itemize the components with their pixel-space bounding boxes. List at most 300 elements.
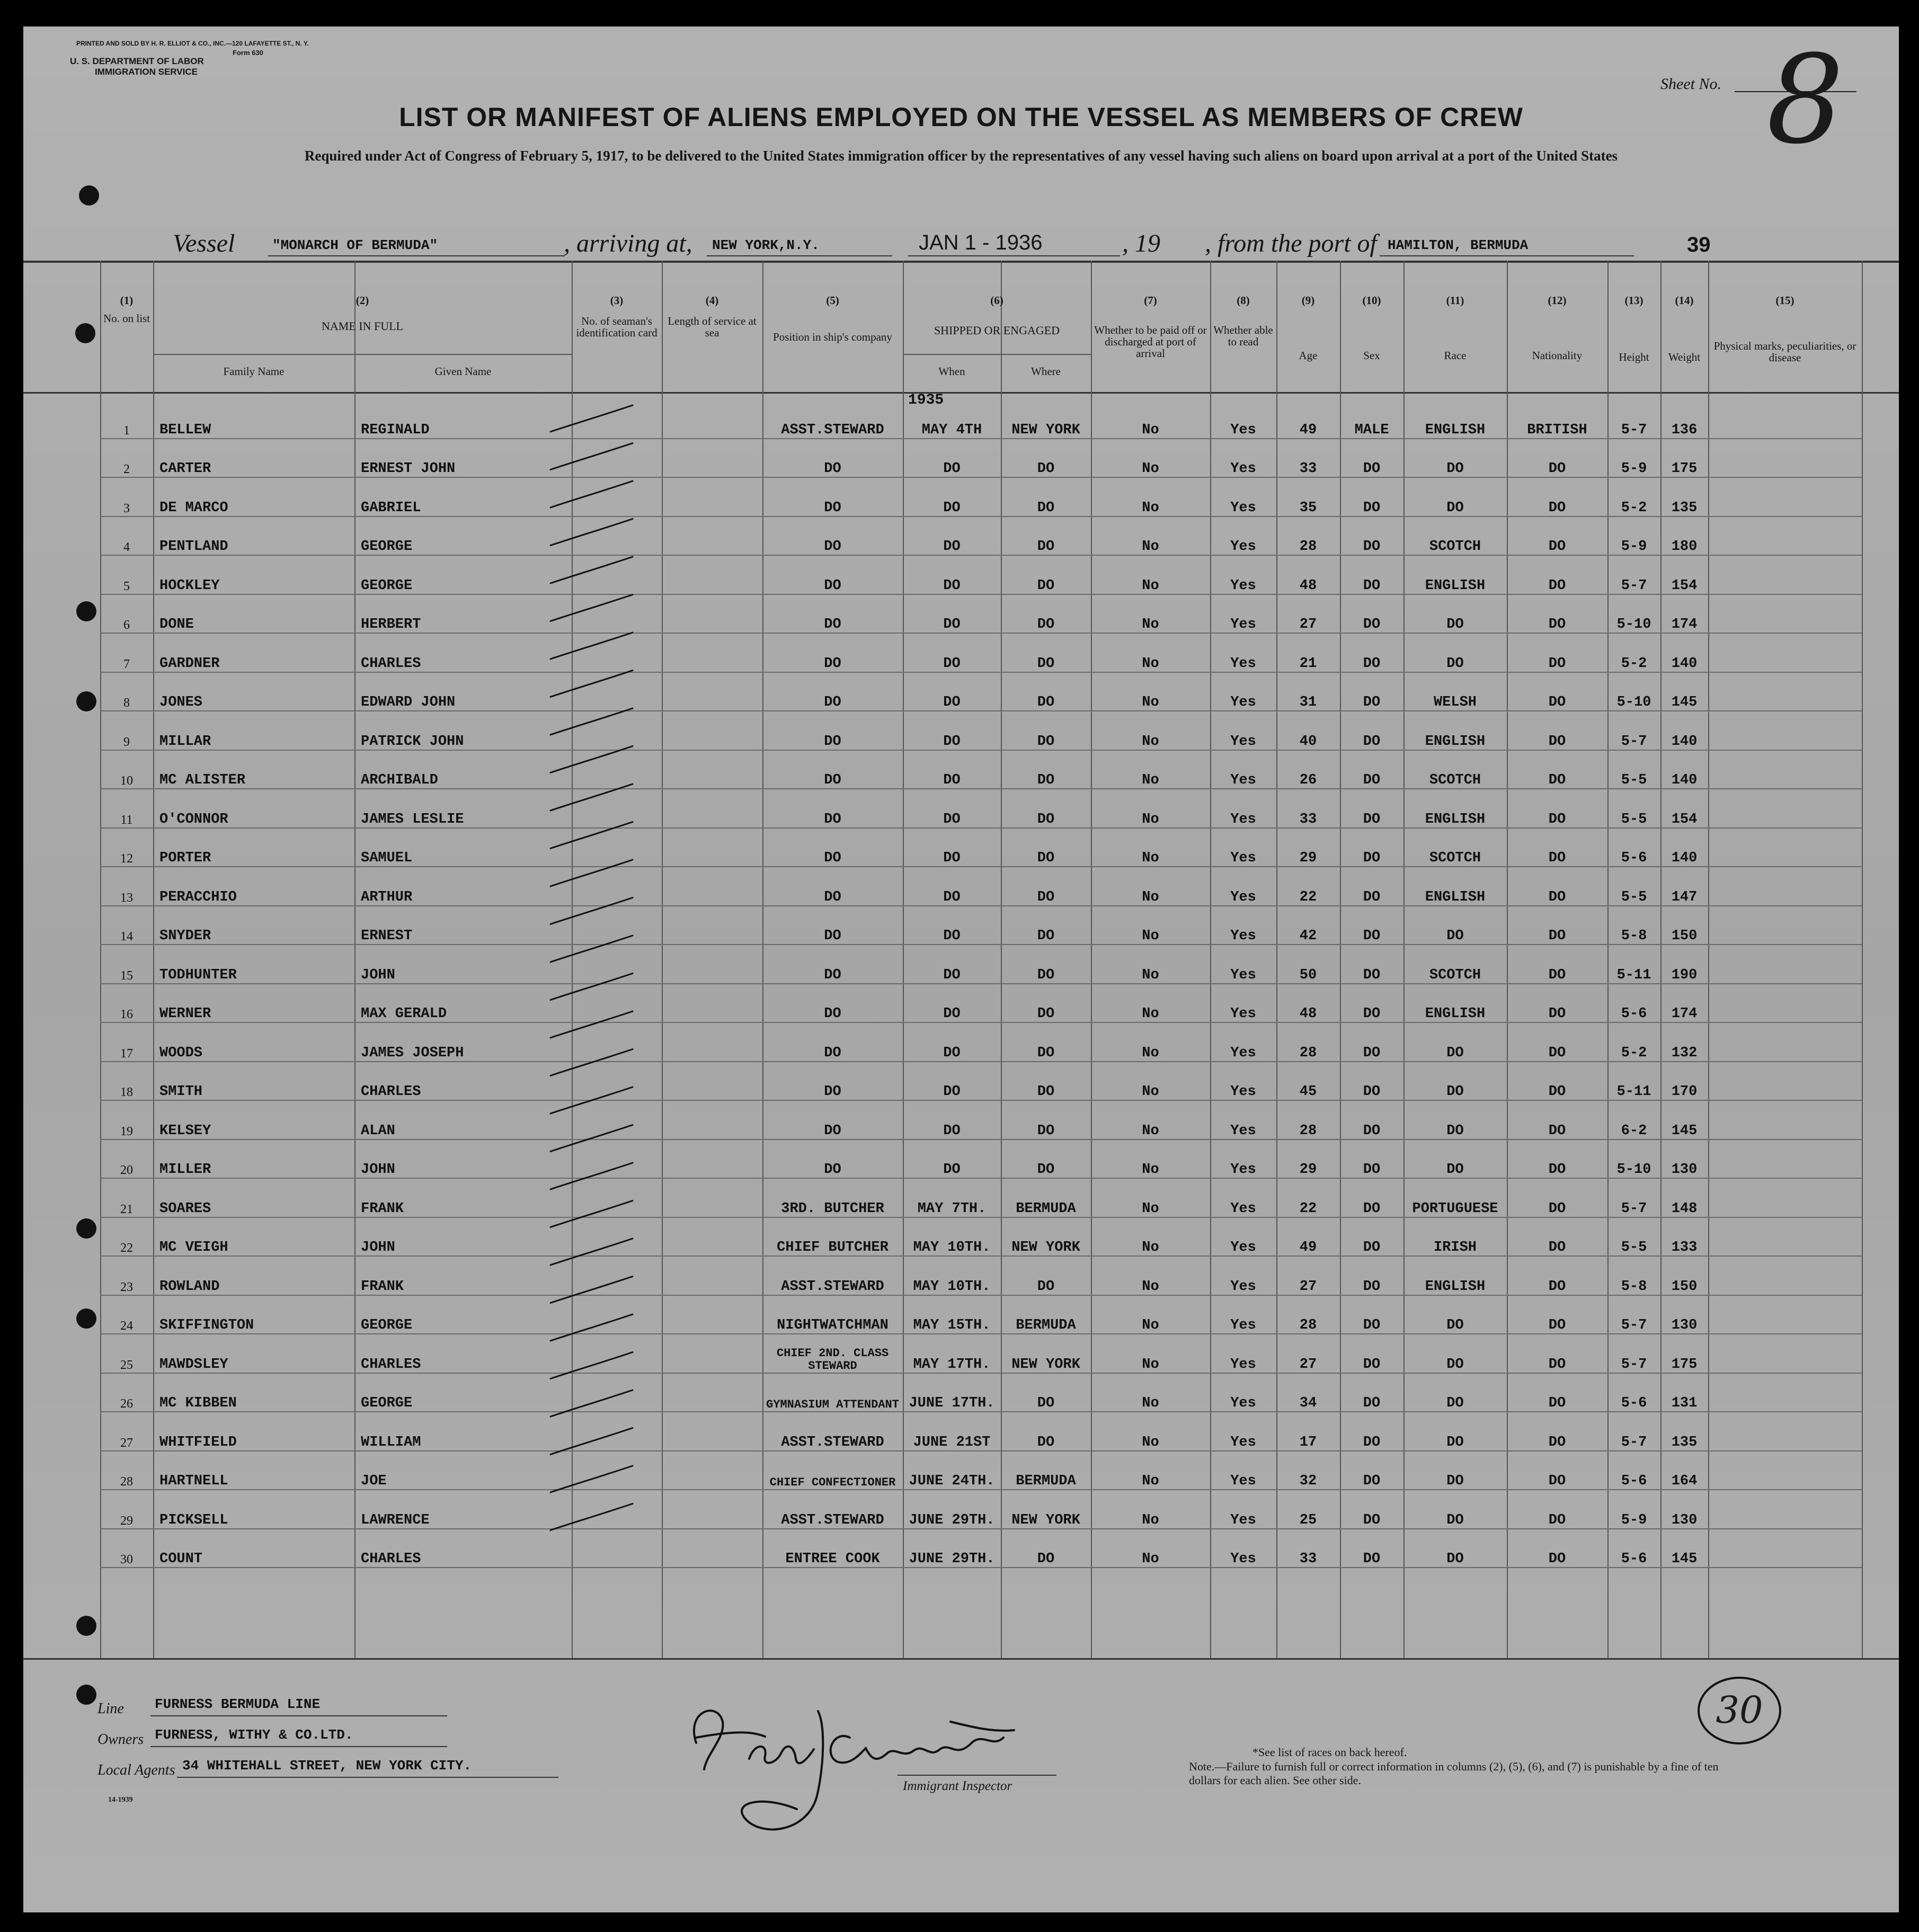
paid-off: No [1091,1412,1210,1451]
shipped-when: DO [903,711,1001,750]
shipped-when: DO [903,477,1001,517]
nationality: DO [1507,906,1607,945]
age: 28 [1276,1022,1340,1062]
given-name: JOHN [354,1139,572,1179]
family-name: CARTER [153,439,354,478]
shipped-when: MAY 4TH [903,400,1001,439]
weight: 131 [1660,1373,1708,1412]
paid-off: No [1091,789,1210,828]
sex: DO [1340,1139,1403,1179]
given-name: JAMES JOSEPH [354,1022,572,1062]
race: SCOTCH [1403,945,1507,984]
shipped-where: DO [1001,1256,1091,1295]
col-head-position: Position in ship's company [773,331,892,343]
nationality: DO [1507,1295,1607,1334]
age: 27 [1276,594,1340,634]
id-card-slash [550,1239,633,1265]
paid-off: No [1091,867,1210,906]
position: DO [762,1022,903,1062]
marks-cell [1708,517,1862,556]
nationality: DO [1507,984,1607,1023]
able-to-read: Yes [1210,1412,1276,1451]
height: 5-7 [1607,1412,1660,1451]
id-card-slashes [521,397,659,1658]
able-to-read: Yes [1210,1022,1276,1062]
nationality: DO [1507,1451,1607,1490]
given-name: CHARLES [354,633,572,672]
able-to-read: Yes [1210,400,1276,439]
marks-cell [1708,633,1862,672]
shipped-when: DO [903,555,1001,594]
given-name: JOE [354,1451,572,1490]
shipped-where: DO [1001,633,1091,672]
family-name: HARTNELL [153,1451,354,1490]
sex: DO [1340,633,1403,672]
able-to-read: Yes [1210,1295,1276,1334]
table-row [100,711,1862,750]
shipped-when: DO [903,633,1001,672]
race: DO [1403,906,1507,945]
paid-off: No [1091,1256,1210,1295]
table-row [100,984,1862,1023]
table-row [100,1490,1862,1529]
id-card-slash [550,1201,633,1227]
nationality: DO [1507,477,1607,517]
family-name: MC VEIGH [153,1217,354,1257]
age: 17 [1276,1412,1340,1451]
table-row [100,672,1862,711]
service-cell [662,1217,762,1257]
crew-no: 19 [100,1100,153,1139]
position: ASST.STEWARD [762,1490,903,1529]
col-num: (15) [1775,294,1794,307]
paid-off: No [1091,400,1210,439]
sex: DO [1340,1373,1403,1412]
family-name: TODHUNTER [153,945,354,984]
race: ENGLISH [1403,984,1507,1023]
nationality: DO [1507,711,1607,750]
owners-underline [150,1746,447,1747]
family-name: ROWLAND [153,1256,354,1295]
family-name: MAWDSLEY [153,1334,354,1373]
col-num: (9) [1301,294,1315,307]
service-cell [662,1451,762,1490]
height: 5-6 [1607,1373,1660,1412]
table-row [100,1334,1862,1373]
weight: 148 [1660,1178,1708,1217]
family-name: SOARES [153,1178,354,1217]
header-bottom-rule [23,392,1899,394]
shipped-when: DO [903,439,1001,478]
table-row [100,945,1862,984]
able-to-read: Yes [1210,828,1276,867]
race: ENGLISH [1403,1256,1507,1295]
race: SCOTCH [1403,750,1507,789]
race: DO [1403,1100,1507,1139]
id-card-slash [550,1390,633,1417]
id-card-slash [550,1466,633,1492]
family-name: PICKSELL [153,1490,354,1529]
family-name: DE MARCO [153,477,354,517]
shipped-when: JUNE 29TH. [903,1490,1001,1529]
race: DO [1403,1412,1507,1451]
family-name: SNYDER [153,906,354,945]
shipped-when: MAY 15TH. [903,1295,1001,1334]
weight: 150 [1660,906,1708,945]
service-cell [662,1256,762,1295]
weight: 145 [1660,1529,1708,1568]
position: DO [762,633,903,672]
weight: 140 [1660,633,1708,672]
id-card-slash [550,1428,633,1455]
position: DO [762,555,903,594]
id-card-slash [550,936,633,962]
paid-off: No [1091,828,1210,867]
nationality: DO [1507,555,1607,594]
age: 32 [1276,1451,1340,1490]
family-name: JONES [153,672,354,711]
age: 28 [1276,517,1340,556]
family-name: PORTER [153,828,354,867]
able-to-read: Yes [1210,867,1276,906]
sex: DO [1340,750,1403,789]
circled-total: 30 [1698,1677,1781,1744]
col-num: (1) [120,294,134,307]
table-row [100,867,1862,906]
position: DO [762,477,903,517]
able-to-read: Yes [1210,906,1276,945]
height: 5-9 [1607,1490,1660,1529]
agents-label: Local Agents [97,1762,175,1778]
age: 22 [1276,867,1340,906]
sex: DO [1340,594,1403,634]
weight: 135 [1660,1412,1708,1451]
list-number: 39 [1687,233,1711,256]
shipped-when: JUNE 24TH. [903,1451,1001,1490]
sex: DO [1340,1100,1403,1139]
height: 5-5 [1607,789,1660,828]
able-to-read: Yes [1210,1451,1276,1490]
table-row [100,1412,1862,1451]
age: 27 [1276,1256,1340,1295]
nationality: DO [1507,1139,1607,1179]
sex: DO [1340,984,1403,1023]
race: DO [1403,1139,1507,1179]
family-name: COUNT [153,1529,354,1568]
paid-off: No [1091,1373,1210,1412]
position: DO [762,439,903,478]
given-name: ALAN [354,1100,572,1139]
able-to-read: Yes [1210,984,1276,1023]
race: DO [1403,1295,1507,1334]
weight: 190 [1660,945,1708,984]
crew-no: 8 [100,672,153,711]
paid-off: No [1091,1451,1210,1490]
race: DO [1403,633,1507,672]
height: 5-9 [1607,439,1660,478]
col-num: (2) [356,294,369,307]
family-name: WERNER [153,984,354,1023]
race: ENGLISH [1403,555,1507,594]
shipped-when: DO [903,1022,1001,1062]
col-head-given: Given Name [434,365,492,378]
shipped-when: DO [903,945,1001,984]
shipped-when: JUNE 17TH. [903,1373,1001,1412]
owners-value: FURNESS, WITHY & CO.LTD. [155,1727,353,1743]
crew-no: 2 [100,439,153,478]
race: ENGLISH [1403,867,1507,906]
height: 5-10 [1607,1139,1660,1179]
position: DO [762,1139,903,1179]
marks-cell [1708,1334,1862,1373]
punch-hole [76,691,96,711]
id-card-slash [550,1087,633,1114]
able-to-read: Yes [1210,1256,1276,1295]
punch-hole [79,185,99,206]
table-row [100,750,1862,789]
position: ASST.STEWARD [762,1412,903,1451]
col-head-family: Family Name [223,365,285,378]
shipped-where: DO [1001,945,1091,984]
able-to-read: Yes [1210,1139,1276,1179]
height: 5-7 [1607,711,1660,750]
arrival-port: NEW YORK,N.Y. [712,237,820,253]
crew-no: 29 [100,1490,153,1529]
shipped-where: DO [1001,828,1091,867]
race: ENGLISH [1403,711,1507,750]
id-card-slash [550,557,633,583]
race: PORTUGUESE [1403,1178,1507,1217]
table-row [100,1217,1862,1257]
given-name: SAMUEL [354,828,572,867]
given-name: WILLIAM [354,1412,572,1451]
nationality: DO [1507,594,1607,634]
marks-cell [1708,1217,1862,1257]
shipped-when: DO [903,672,1001,711]
shipped-where: DO [1001,789,1091,828]
sex: DO [1340,1217,1403,1257]
height: 5-5 [1607,1217,1660,1257]
col-head-race: Race [1444,349,1467,362]
family-name: MILLAR [153,711,354,750]
age: 21 [1276,633,1340,672]
age: 28 [1276,1295,1340,1334]
weight: 150 [1660,1256,1708,1295]
nationality: DO [1507,1412,1607,1451]
shipped-when: DO [903,984,1001,1023]
race: ENGLISH [1403,400,1507,439]
position: NIGHTWATCHMAN [762,1295,903,1334]
sex: DO [1340,945,1403,984]
sex: DO [1340,1256,1403,1295]
col-head-age: Age [1299,349,1318,362]
shipped-where: NEW YORK [1001,1490,1091,1529]
agents-underline [177,1777,558,1778]
nationality: DO [1507,1529,1607,1568]
given-name: LAWRENCE [354,1490,572,1529]
table-row [100,1022,1862,1062]
sex: DO [1340,439,1403,478]
line-value: FURNESS BERMUDA LINE [155,1696,321,1712]
height: 5-8 [1607,1256,1660,1295]
age: 25 [1276,1490,1340,1529]
col-head-read: Whether able to read [1213,324,1273,348]
column-rule [1862,261,1863,1658]
height: 5-6 [1607,828,1660,867]
shipped-where: DO [1001,867,1091,906]
race: DO [1403,439,1507,478]
shipped-when: DO [903,867,1001,906]
paid-off: No [1091,672,1210,711]
punch-hole [76,601,96,621]
shipped-where: NEW YORK [1001,1217,1091,1257]
position: CHIEF CONFECTIONER [762,1451,903,1490]
crew-no: 27 [100,1412,153,1451]
nationality: DO [1507,945,1607,984]
family-name: WOODS [153,1022,354,1062]
paid-off: No [1091,1062,1210,1101]
height: 5-10 [1607,594,1660,634]
id-card-slash [550,1125,633,1152]
service-cell [662,1529,762,1568]
shipped-when: DO [903,1139,1001,1179]
position: DO [762,672,903,711]
nationality: DO [1507,672,1607,711]
service-cell [662,1178,762,1217]
position: CHIEF 2ND. CLASS STEWARD [762,1334,903,1373]
race: DO [1403,1490,1507,1529]
service-cell [662,750,762,789]
crew-no: 23 [100,1256,153,1295]
height: 5-7 [1607,1334,1660,1373]
shipped-when: DO [903,906,1001,945]
race: DO [1403,1373,1507,1412]
col-head-paid-off: Whether to be paid off or discharged at port of arrival [1094,324,1207,360]
service-cell [662,400,762,439]
height: 5-6 [1607,984,1660,1023]
age: 42 [1276,906,1340,945]
inspector-signature [675,1679,1046,1849]
shipped-where: BERMUDA [1001,1178,1091,1217]
paid-off: No [1091,750,1210,789]
table-row [100,1178,1862,1217]
table-row [100,1295,1862,1334]
position: DO [762,517,903,556]
marks-cell [1708,945,1862,984]
crew-no: 20 [100,1139,153,1179]
service-cell [662,711,762,750]
crew-no: 3 [100,477,153,517]
races-note: *See list of races on back hereof. [1252,1746,1407,1759]
marks-cell [1708,1256,1862,1295]
paid-off: No [1091,1178,1210,1217]
weight: 140 [1660,750,1708,789]
marks-cell [1708,672,1862,711]
weight: 140 [1660,711,1708,750]
id-card-slash [550,519,633,546]
paid-off: No [1091,1529,1210,1568]
service-cell [662,555,762,594]
col-head-where: Where [1031,365,1061,378]
service-cell [662,594,762,634]
crew-no: 5 [100,555,153,594]
able-to-read: Yes [1210,1490,1276,1529]
table-row [100,477,1862,517]
paid-off: No [1091,906,1210,945]
crew-no: 24 [100,1295,153,1334]
shipped-where: DO [1001,517,1091,556]
table-row [100,555,1862,594]
given-name: ERNEST JOHN [354,439,572,478]
height: 5-5 [1607,867,1660,906]
arrival-underline [707,255,892,256]
age: 48 [1276,984,1340,1023]
service-cell [662,439,762,478]
col-num: (12) [1548,294,1567,307]
shipped-where: DO [1001,1373,1091,1412]
marks-cell [1708,477,1862,517]
shipped-where: DO [1001,1412,1091,1451]
able-to-read: Yes [1210,1062,1276,1101]
year-note: 1935 [908,392,944,408]
marks-cell [1708,400,1862,439]
table-row [100,1100,1862,1139]
age: 22 [1276,1178,1340,1217]
arriving-label: , arriving at, [564,229,692,257]
sex: DO [1340,1178,1403,1217]
age: 29 [1276,828,1340,867]
nationality: DO [1507,439,1607,478]
age: 45 [1276,1062,1340,1101]
family-name: WHITFIELD [153,1412,354,1451]
given-name: JOHN [354,945,572,984]
marks-cell [1708,1178,1862,1217]
given-name: GEORGE [354,517,572,556]
height: 5-11 [1607,945,1660,984]
id-card-slash [550,1011,633,1038]
sheet-number: 8 [1766,30,1844,171]
position: DO [762,594,903,634]
position: CHIEF BUTCHER [762,1217,903,1257]
able-to-read: Yes [1210,439,1276,478]
service-cell [662,1062,762,1101]
nationality: DO [1507,867,1607,906]
table-row [100,1373,1862,1412]
nationality: DO [1507,1256,1607,1295]
shipped-when: DO [903,1100,1001,1139]
given-name: ARCHIBALD [354,750,572,789]
crew-no: 10 [100,750,153,789]
sex: DO [1340,711,1403,750]
nationality: DO [1507,1490,1607,1529]
shipped-where: DO [1001,1100,1091,1139]
paid-off: No [1091,517,1210,556]
able-to-read: Yes [1210,1529,1276,1568]
given-name: FRANK [354,1256,572,1295]
age: 35 [1276,477,1340,517]
nationality: DO [1507,1100,1607,1139]
given-name: GEORGE [354,1373,572,1412]
family-name: PERACCHIO [153,867,354,906]
manifest-sheet [23,26,1899,1912]
page-subtitle: Required under Act of Congress of February 5, 1917, to be delivered to the United States immigration officer by the representatives of any vessel having such aliens on board upon arrival at a port of the United States [304,148,1618,164]
family-name: MC ALISTER [153,750,354,789]
sex: DO [1340,1412,1403,1451]
signature-underline [898,1775,1056,1776]
grid-bottom-rule [23,1658,1899,1660]
punch-hole [76,1308,96,1329]
service-cell [662,1100,762,1139]
